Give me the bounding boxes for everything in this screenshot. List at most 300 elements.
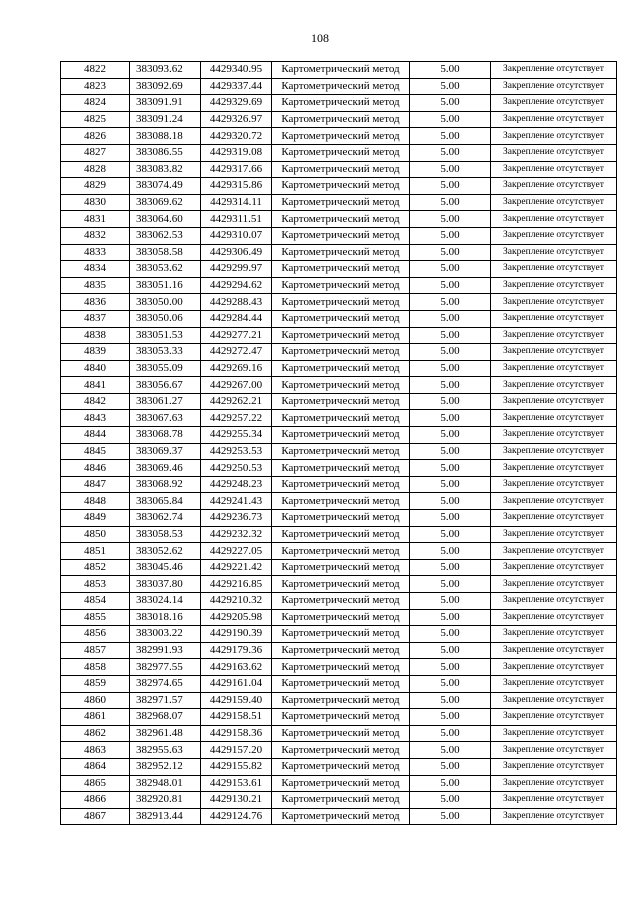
- y-coordinate-cell: 4429130.21: [201, 792, 272, 809]
- error-cell: 5.00: [410, 277, 491, 294]
- table-row: [61, 709, 617, 726]
- x-coordinate-cell: 383024.14: [130, 593, 201, 610]
- x-coordinate-cell: 383067.63: [130, 410, 201, 427]
- method-cell: Картометрический метод: [272, 642, 410, 659]
- x-coordinate-cell: 382971.57: [130, 692, 201, 709]
- point-number-cell: 4822: [61, 62, 130, 79]
- fixing-cell: Закрепление отсутствует: [491, 626, 617, 643]
- y-coordinate-cell: 4429269.16: [201, 360, 272, 377]
- method-cell: Картометрический метод: [272, 593, 410, 610]
- point-number-cell: 4824: [61, 95, 130, 112]
- x-coordinate-cell: 383055.09: [130, 360, 201, 377]
- point-number-cell: 4846: [61, 460, 130, 477]
- table-row: [61, 244, 617, 261]
- fixing-cell: Закрепление отсутствует: [491, 161, 617, 178]
- y-coordinate-cell: 4429205.98: [201, 609, 272, 626]
- point-number-cell: 4840: [61, 360, 130, 377]
- point-number-cell: 4856: [61, 626, 130, 643]
- x-coordinate-cell: 383003.22: [130, 626, 201, 643]
- y-coordinate-cell: 4429319.08: [201, 144, 272, 161]
- coordinates-table: [60, 61, 617, 825]
- fixing-cell: Закрепление отсутствует: [491, 344, 617, 361]
- fixing-cell: Закрепление отсутствует: [491, 427, 617, 444]
- point-number-cell: 4863: [61, 742, 130, 759]
- y-coordinate-cell: 4429284.44: [201, 310, 272, 327]
- x-coordinate-cell: 383091.24: [130, 111, 201, 128]
- x-coordinate-cell: 383088.18: [130, 128, 201, 145]
- error-cell: 5.00: [410, 327, 491, 344]
- point-number-cell: 4859: [61, 675, 130, 692]
- error-cell: 5.00: [410, 576, 491, 593]
- x-coordinate-cell: 383069.46: [130, 460, 201, 477]
- x-coordinate-cell: 382977.55: [130, 659, 201, 676]
- y-coordinate-cell: 4429262.21: [201, 393, 272, 410]
- point-number-cell: 4844: [61, 427, 130, 444]
- method-cell: Картометрический метод: [272, 62, 410, 79]
- table-row: [61, 526, 617, 543]
- point-number-cell: 4852: [61, 559, 130, 576]
- fixing-cell: Закрепление отсутствует: [491, 808, 617, 825]
- point-number-cell: 4860: [61, 692, 130, 709]
- x-coordinate-cell: 382991.93: [130, 642, 201, 659]
- point-number-cell: 4864: [61, 758, 130, 775]
- point-number-cell: 4835: [61, 277, 130, 294]
- y-coordinate-cell: 4429157.20: [201, 742, 272, 759]
- method-cell: Картометрический метод: [272, 526, 410, 543]
- fixing-cell: Закрепление отсутствует: [491, 95, 617, 112]
- fixing-cell: Закрепление отсутствует: [491, 758, 617, 775]
- point-number-cell: 4845: [61, 443, 130, 460]
- y-coordinate-cell: 4429340.95: [201, 62, 272, 79]
- x-coordinate-cell: 383061.27: [130, 393, 201, 410]
- fixing-cell: Закрепление отсутствует: [491, 211, 617, 228]
- error-cell: 5.00: [410, 344, 491, 361]
- table-row: [61, 626, 617, 643]
- x-coordinate-cell: 382920.81: [130, 792, 201, 809]
- fixing-cell: Закрепление отсутствует: [491, 227, 617, 244]
- fixing-cell: Закрепление отсутствует: [491, 709, 617, 726]
- fixing-cell: Закрепление отсутствует: [491, 792, 617, 809]
- error-cell: 5.00: [410, 725, 491, 742]
- table-row: [61, 261, 617, 278]
- error-cell: 5.00: [410, 360, 491, 377]
- fixing-cell: Закрепление отсутствует: [491, 576, 617, 593]
- x-coordinate-cell: 383068.92: [130, 476, 201, 493]
- y-coordinate-cell: 4429272.47: [201, 344, 272, 361]
- point-number-cell: 4851: [61, 543, 130, 560]
- y-coordinate-cell: 4429232.32: [201, 526, 272, 543]
- fixing-cell: Закрепление отсутствует: [491, 261, 617, 278]
- table-row: [61, 310, 617, 327]
- point-number-cell: 4836: [61, 294, 130, 311]
- method-cell: Картометрический метод: [272, 543, 410, 560]
- coordinates-table-body: [61, 62, 617, 825]
- point-number-cell: 4838: [61, 327, 130, 344]
- point-number-cell: 4828: [61, 161, 130, 178]
- method-cell: Картометрический метод: [272, 626, 410, 643]
- point-number-cell: 4858: [61, 659, 130, 676]
- error-cell: 5.00: [410, 161, 491, 178]
- error-cell: 5.00: [410, 227, 491, 244]
- fixing-cell: Закрепление отсутствует: [491, 62, 617, 79]
- method-cell: Картометрический метод: [272, 675, 410, 692]
- fixing-cell: Закрепление отсутствует: [491, 78, 617, 95]
- point-number-cell: 4843: [61, 410, 130, 427]
- y-coordinate-cell: 4429311.51: [201, 211, 272, 228]
- y-coordinate-cell: 4429159.40: [201, 692, 272, 709]
- y-coordinate-cell: 4429306.49: [201, 244, 272, 261]
- fixing-cell: Закрепление отсутствует: [491, 443, 617, 460]
- point-number-cell: 4826: [61, 128, 130, 145]
- error-cell: 5.00: [410, 427, 491, 444]
- x-coordinate-cell: 383092.69: [130, 78, 201, 95]
- x-coordinate-cell: 383051.53: [130, 327, 201, 344]
- point-number-cell: 4866: [61, 792, 130, 809]
- y-coordinate-cell: 4429317.66: [201, 161, 272, 178]
- error-cell: 5.00: [410, 443, 491, 460]
- error-cell: 5.00: [410, 194, 491, 211]
- error-cell: 5.00: [410, 709, 491, 726]
- point-number-cell: 4850: [61, 526, 130, 543]
- method-cell: Картометрический метод: [272, 758, 410, 775]
- method-cell: Картометрический метод: [272, 427, 410, 444]
- method-cell: Картометрический метод: [272, 95, 410, 112]
- table-row: [61, 559, 617, 576]
- error-cell: 5.00: [410, 593, 491, 610]
- error-cell: 5.00: [410, 78, 491, 95]
- table-row: [61, 111, 617, 128]
- fixing-cell: Закрепление отсутствует: [491, 310, 617, 327]
- y-coordinate-cell: 4429190.39: [201, 626, 272, 643]
- fixing-cell: Закрепление отсутствует: [491, 111, 617, 128]
- table-row: [61, 808, 617, 825]
- error-cell: 5.00: [410, 626, 491, 643]
- method-cell: Картометрический метод: [272, 377, 410, 394]
- table-row: [61, 792, 617, 809]
- y-coordinate-cell: 4429158.36: [201, 725, 272, 742]
- method-cell: Картометрический метод: [272, 510, 410, 527]
- table-row: [61, 410, 617, 427]
- x-coordinate-cell: 382948.01: [130, 775, 201, 792]
- y-coordinate-cell: 4429326.97: [201, 111, 272, 128]
- x-coordinate-cell: 383091.91: [130, 95, 201, 112]
- table-row: [61, 78, 617, 95]
- method-cell: Картометрический метод: [272, 692, 410, 709]
- method-cell: Картометрический метод: [272, 161, 410, 178]
- y-coordinate-cell: 4429216.85: [201, 576, 272, 593]
- method-cell: Картометрический метод: [272, 211, 410, 228]
- error-cell: 5.00: [410, 543, 491, 560]
- table-row: [61, 427, 617, 444]
- fixing-cell: Закрепление отсутствует: [491, 144, 617, 161]
- y-coordinate-cell: 4429236.73: [201, 510, 272, 527]
- point-number-cell: 4865: [61, 775, 130, 792]
- x-coordinate-cell: 383058.53: [130, 526, 201, 543]
- error-cell: 5.00: [410, 178, 491, 195]
- method-cell: Картометрический метод: [272, 460, 410, 477]
- method-cell: Картометрический метод: [272, 261, 410, 278]
- method-cell: Картометрический метод: [272, 808, 410, 825]
- y-coordinate-cell: 4429227.05: [201, 543, 272, 560]
- error-cell: 5.00: [410, 211, 491, 228]
- error-cell: 5.00: [410, 476, 491, 493]
- error-cell: 5.00: [410, 294, 491, 311]
- y-coordinate-cell: 4429124.76: [201, 808, 272, 825]
- method-cell: Картометрический метод: [272, 792, 410, 809]
- x-coordinate-cell: 382968.07: [130, 709, 201, 726]
- fixing-cell: Закрепление отсутствует: [491, 327, 617, 344]
- table-row: [61, 593, 617, 610]
- table-row: [61, 493, 617, 510]
- method-cell: Картометрический метод: [272, 393, 410, 410]
- error-cell: 5.00: [410, 493, 491, 510]
- table-row: [61, 393, 617, 410]
- fixing-cell: Закрепление отсутствует: [491, 194, 617, 211]
- table-row: [61, 476, 617, 493]
- table-row: [61, 178, 617, 195]
- point-number-cell: 4847: [61, 476, 130, 493]
- table-row: [61, 758, 617, 775]
- y-coordinate-cell: 4429221.42: [201, 559, 272, 576]
- point-number-cell: 4832: [61, 227, 130, 244]
- y-coordinate-cell: 4429163.62: [201, 659, 272, 676]
- point-number-cell: 4834: [61, 261, 130, 278]
- x-coordinate-cell: 383058.58: [130, 244, 201, 261]
- error-cell: 5.00: [410, 377, 491, 394]
- method-cell: Картометрический метод: [272, 344, 410, 361]
- table-row: [61, 211, 617, 228]
- fixing-cell: Закрепление отсутствует: [491, 559, 617, 576]
- method-cell: Картометрический метод: [272, 244, 410, 261]
- method-cell: Картометрический метод: [272, 659, 410, 676]
- error-cell: 5.00: [410, 675, 491, 692]
- x-coordinate-cell: 383037.80: [130, 576, 201, 593]
- y-coordinate-cell: 4429337.44: [201, 78, 272, 95]
- error-cell: 5.00: [410, 460, 491, 477]
- fixing-cell: Закрепление отсутствует: [491, 244, 617, 261]
- point-number-cell: 4823: [61, 78, 130, 95]
- fixing-cell: Закрепление отсутствует: [491, 609, 617, 626]
- method-cell: Картометрический метод: [272, 128, 410, 145]
- fixing-cell: Закрепление отсутствует: [491, 543, 617, 560]
- x-coordinate-cell: 383050.00: [130, 294, 201, 311]
- fixing-cell: Закрепление отсутствует: [491, 277, 617, 294]
- x-coordinate-cell: 383056.67: [130, 377, 201, 394]
- point-number-cell: 4848: [61, 493, 130, 510]
- table-row: [61, 360, 617, 377]
- table-row: [61, 675, 617, 692]
- error-cell: 5.00: [410, 111, 491, 128]
- table-row: [61, 742, 617, 759]
- y-coordinate-cell: 4429250.53: [201, 460, 272, 477]
- table-row: [61, 161, 617, 178]
- y-coordinate-cell: 4429314.11: [201, 194, 272, 211]
- error-cell: 5.00: [410, 775, 491, 792]
- method-cell: Картометрический метод: [272, 277, 410, 294]
- fixing-cell: Закрепление отсутствует: [491, 659, 617, 676]
- x-coordinate-cell: 383052.62: [130, 543, 201, 560]
- fixing-cell: Закрепление отсутствует: [491, 360, 617, 377]
- x-coordinate-cell: 383062.53: [130, 227, 201, 244]
- fixing-cell: Закрепление отсутствует: [491, 593, 617, 610]
- point-number-cell: 4842: [61, 393, 130, 410]
- y-coordinate-cell: 4429277.21: [201, 327, 272, 344]
- point-number-cell: 4861: [61, 709, 130, 726]
- method-cell: Картометрический метод: [272, 294, 410, 311]
- table-row: [61, 443, 617, 460]
- error-cell: 5.00: [410, 393, 491, 410]
- fixing-cell: Закрепление отсутствует: [491, 675, 617, 692]
- method-cell: Картометрический метод: [272, 476, 410, 493]
- y-coordinate-cell: 4429161.04: [201, 675, 272, 692]
- method-cell: Картометрический метод: [272, 742, 410, 759]
- point-number-cell: 4839: [61, 344, 130, 361]
- y-coordinate-cell: 4429158.51: [201, 709, 272, 726]
- error-cell: 5.00: [410, 692, 491, 709]
- fixing-cell: Закрепление отсутствует: [491, 377, 617, 394]
- error-cell: 5.00: [410, 659, 491, 676]
- table-row: [61, 377, 617, 394]
- y-coordinate-cell: 4429241.43: [201, 493, 272, 510]
- fixing-cell: Закрепление отсутствует: [491, 725, 617, 742]
- fixing-cell: Закрепление отсутствует: [491, 642, 617, 659]
- method-cell: Картометрический метод: [272, 493, 410, 510]
- fixing-cell: Закрепление отсутствует: [491, 692, 617, 709]
- x-coordinate-cell: 383068.78: [130, 427, 201, 444]
- table-row: [61, 659, 617, 676]
- method-cell: Картометрический метод: [272, 194, 410, 211]
- y-coordinate-cell: 4429299.97: [201, 261, 272, 278]
- x-coordinate-cell: 382961.48: [130, 725, 201, 742]
- table-row: [61, 460, 617, 477]
- method-cell: Картометрический метод: [272, 178, 410, 195]
- x-coordinate-cell: 383069.37: [130, 443, 201, 460]
- y-coordinate-cell: 4429248.23: [201, 476, 272, 493]
- table-row: [61, 576, 617, 593]
- error-cell: 5.00: [410, 244, 491, 261]
- x-coordinate-cell: 383050.06: [130, 310, 201, 327]
- y-coordinate-cell: 4429320.72: [201, 128, 272, 145]
- method-cell: Картометрический метод: [272, 576, 410, 593]
- y-coordinate-cell: 4429179.36: [201, 642, 272, 659]
- error-cell: 5.00: [410, 144, 491, 161]
- point-number-cell: 4849: [61, 510, 130, 527]
- error-cell: 5.00: [410, 410, 491, 427]
- fixing-cell: Закрепление отсутствует: [491, 393, 617, 410]
- method-cell: Картометрический метод: [272, 360, 410, 377]
- x-coordinate-cell: 383064.60: [130, 211, 201, 228]
- method-cell: Картометрический метод: [272, 443, 410, 460]
- x-coordinate-cell: 383086.55: [130, 144, 201, 161]
- error-cell: 5.00: [410, 62, 491, 79]
- table-row: [61, 725, 617, 742]
- point-number-cell: 4837: [61, 310, 130, 327]
- table-row: [61, 144, 617, 161]
- method-cell: Картометрический метод: [272, 725, 410, 742]
- point-number-cell: 4841: [61, 377, 130, 394]
- method-cell: Картометрический метод: [272, 709, 410, 726]
- y-coordinate-cell: 4429257.22: [201, 410, 272, 427]
- method-cell: Картометрический метод: [272, 111, 410, 128]
- table-row: [61, 194, 617, 211]
- point-number-cell: 4831: [61, 211, 130, 228]
- table-row: [61, 294, 617, 311]
- table-row: [61, 609, 617, 626]
- method-cell: Картометрический метод: [272, 227, 410, 244]
- point-number-cell: 4867: [61, 808, 130, 825]
- method-cell: Картометрический метод: [272, 559, 410, 576]
- point-number-cell: 4855: [61, 609, 130, 626]
- method-cell: Картометрический метод: [272, 144, 410, 161]
- method-cell: Картометрический метод: [272, 327, 410, 344]
- point-number-cell: 4825: [61, 111, 130, 128]
- table-row: [61, 128, 617, 145]
- method-cell: Картометрический метод: [272, 609, 410, 626]
- y-coordinate-cell: 4429253.53: [201, 443, 272, 460]
- error-cell: 5.00: [410, 792, 491, 809]
- table-row: [61, 642, 617, 659]
- table-row: [61, 775, 617, 792]
- error-cell: 5.00: [410, 742, 491, 759]
- point-number-cell: 4827: [61, 144, 130, 161]
- error-cell: 5.00: [410, 128, 491, 145]
- y-coordinate-cell: 4429255.34: [201, 427, 272, 444]
- y-coordinate-cell: 4429210.32: [201, 593, 272, 610]
- x-coordinate-cell: 383051.16: [130, 277, 201, 294]
- point-number-cell: 4829: [61, 178, 130, 195]
- y-coordinate-cell: 4429294.62: [201, 277, 272, 294]
- fixing-cell: Закрепление отсутствует: [491, 410, 617, 427]
- fixing-cell: Закрепление отсутствует: [491, 742, 617, 759]
- x-coordinate-cell: 383053.33: [130, 344, 201, 361]
- x-coordinate-cell: 382955.63: [130, 742, 201, 759]
- table-row: [61, 227, 617, 244]
- x-coordinate-cell: 383053.62: [130, 261, 201, 278]
- fixing-cell: Закрепление отсутствует: [491, 294, 617, 311]
- method-cell: Картометрический метод: [272, 310, 410, 327]
- y-coordinate-cell: 4429310.07: [201, 227, 272, 244]
- error-cell: 5.00: [410, 758, 491, 775]
- y-coordinate-cell: 4429267.00: [201, 377, 272, 394]
- error-cell: 5.00: [410, 261, 491, 278]
- point-number-cell: 4830: [61, 194, 130, 211]
- table-row: [61, 327, 617, 344]
- y-coordinate-cell: 4429153.61: [201, 775, 272, 792]
- fixing-cell: Закрепление отсутствует: [491, 178, 617, 195]
- fixing-cell: Закрепление отсутствует: [491, 493, 617, 510]
- table-row: [61, 277, 617, 294]
- error-cell: 5.00: [410, 526, 491, 543]
- x-coordinate-cell: 383074.49: [130, 178, 201, 195]
- y-coordinate-cell: 4429315.86: [201, 178, 272, 195]
- fixing-cell: Закрепление отсутствует: [491, 460, 617, 477]
- table-row: [61, 62, 617, 79]
- fixing-cell: Закрепление отсутствует: [491, 476, 617, 493]
- x-coordinate-cell: 383069.62: [130, 194, 201, 211]
- fixing-cell: Закрепление отсутствует: [491, 526, 617, 543]
- error-cell: 5.00: [410, 510, 491, 527]
- table-row: [61, 344, 617, 361]
- point-number-cell: 4857: [61, 642, 130, 659]
- x-coordinate-cell: 383093.62: [130, 62, 201, 79]
- y-coordinate-cell: 4429329.69: [201, 95, 272, 112]
- y-coordinate-cell: 4429155.82: [201, 758, 272, 775]
- error-cell: 5.00: [410, 609, 491, 626]
- point-number-cell: 4833: [61, 244, 130, 261]
- x-coordinate-cell: 383065.84: [130, 493, 201, 510]
- x-coordinate-cell: 383062.74: [130, 510, 201, 527]
- point-number-cell: 4854: [61, 593, 130, 610]
